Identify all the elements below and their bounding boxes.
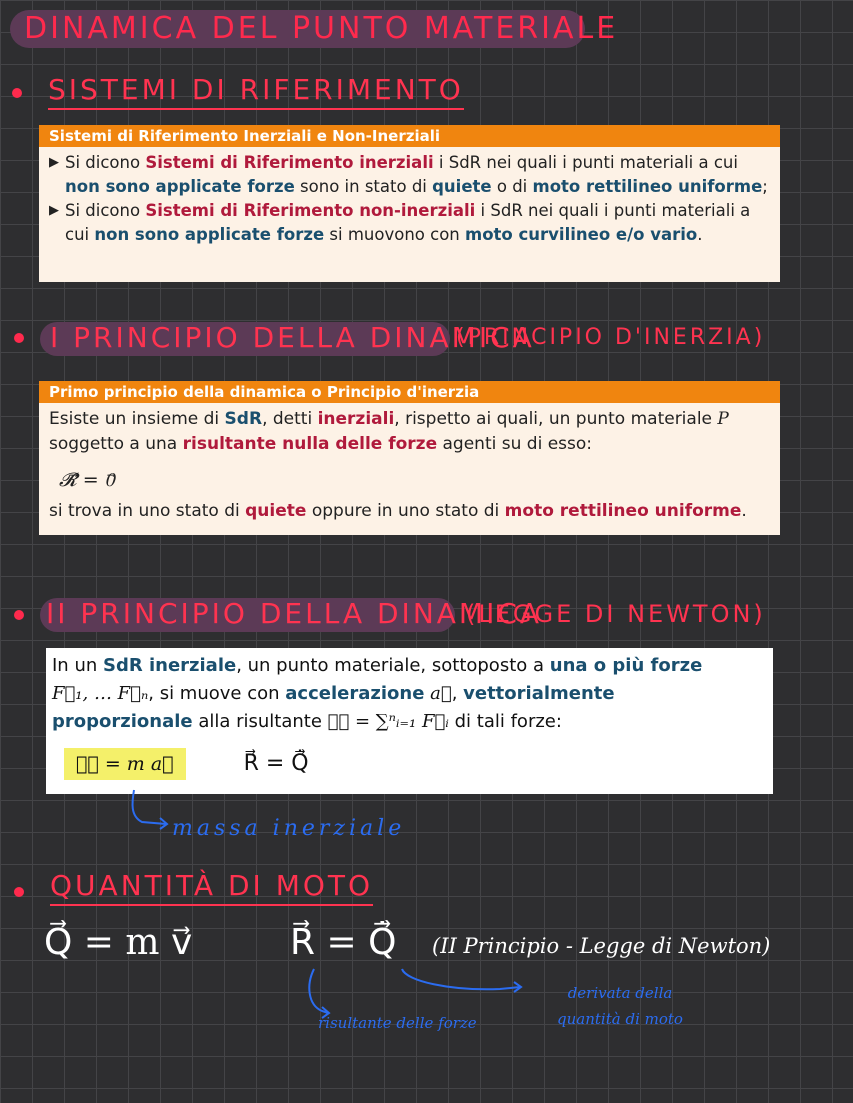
keyword: accelerazione [285,683,425,704]
triangle-bullet-icon: ▶ [49,203,59,218]
section-heading-primo-principio: I PRINCIPIO DELLA DINAMICA [50,321,535,354]
annotation-arrow-icon [120,786,180,836]
section-bullet [12,88,22,98]
text-line [49,407,768,432]
triangle-bullet-icon: ▶ [49,155,59,170]
text: agenti su di esso: [437,434,593,454]
keyword: quiete [432,177,492,196]
newton-law-box [46,648,773,794]
text: Esiste un insieme di [49,409,225,429]
section-note-newton: (LEGGE DI NEWTON) [466,600,766,628]
definition-box-sdr [39,125,780,282]
keyword: una o più forze [549,655,703,676]
text-line [52,680,767,708]
text: , un punto materiale, sottoposto a [236,655,550,676]
keyword: inerziali [317,409,395,429]
text: alla risultante [192,711,328,732]
text-line [49,499,768,524]
text: , rispetto ai quali, un punto materiale [394,409,718,429]
text: si trova in uno stato di [49,501,246,521]
text: sono in stato di [294,177,433,196]
keyword: risultante nulla delle forze [182,434,438,454]
text-line [49,432,768,457]
annotation-massa-inerziale: massa inerziale [172,816,406,841]
keyword: proporzionale [52,711,193,732]
text: In un [52,655,103,676]
text: . [697,225,703,244]
text: , si muove con [148,683,286,704]
keyword: non sono applicate forze [94,225,325,244]
section-heading-secondo-principio: II PRINCIPIO DELLA DINAMICA [46,597,543,630]
text: , [451,683,464,704]
section-heading-sistemi: SISTEMI DI RIFERIMENTO [48,72,464,110]
keyword: moto rettilineo uniforme [532,177,763,196]
list-item [49,199,768,247]
math: a⃗ [430,683,452,704]
text-line [52,652,767,680]
text: i SdR nei quali i punti materiali a cui [433,153,738,172]
math: F⃗₁, … F⃗ₙ [52,683,149,704]
annotation-risultante: risultante delle forze [318,1014,477,1032]
definition-box-primo-principio [39,381,780,535]
text: o di [491,177,533,196]
section-note-inerzia: (PRINCIPIO D'INERZIA) [456,325,766,350]
box-title: Sistemi di Riferimento Inerziali e Non-Inerziali [39,125,780,147]
keyword: moto curvilineo e/o vario [465,225,698,244]
section-heading-quantita-di-moto: QUANTITÀ DI MOTO [50,868,373,906]
text: Si dicono [65,201,146,220]
section-bullet [14,333,24,343]
text: di tali forze: [448,711,562,732]
text-line [52,708,767,736]
keyword: SdR inerziale [102,655,237,676]
formula-newton-highlighted: 𝓡⃗ = m a⃗ [64,748,186,780]
formula-r-zero: 𝓡⃗ = 0⃗ [59,469,115,491]
keyword: moto rettilineo uniforme [504,501,742,521]
math: 𝓡⃗ = ∑ⁿᵢ₌₁ F⃗ᵢ [327,711,449,732]
text: si muovono con [324,225,465,244]
section-bullet [14,610,24,620]
text: i SdR nei quali i punti materiali a cui [65,201,751,244]
keyword: non sono applicate forze [65,177,295,196]
formula-q-mv: Q⃗ = m v⃗ [44,922,193,963]
keyword: SdR [224,409,263,429]
math: P [717,409,729,429]
keyword: Sistemi di Riferimento inerziali [145,153,434,172]
box-title: Primo principio della dinamica o Principio d'inerzia [39,381,780,403]
keyword: quiete [245,501,307,521]
keyword: vettorialmente [463,683,615,704]
formula-r-qdot-hand: R⃗ = Q̇⃗ [290,922,397,963]
text: , detti [262,409,318,429]
list-item [49,151,768,199]
keyword: Sistemi di Riferimento non-inerziali [145,201,476,220]
text: ; [762,177,768,196]
text: Si dicono [65,153,146,172]
note-secondo-principio: (II Principio - Legge di Newton) [432,934,771,958]
formula-r-qdot: R⃗ = Q̇⃗ [243,751,309,776]
section-bullet [14,887,24,897]
text: soggetto a una [49,434,183,454]
text: oppure in uno stato di [306,501,505,521]
annotation-derivata: derivata della quantità di moto [557,984,683,1028]
page-title: DINAMICA DEL PUNTO MATERIALE [10,10,585,48]
text: . [741,501,747,521]
